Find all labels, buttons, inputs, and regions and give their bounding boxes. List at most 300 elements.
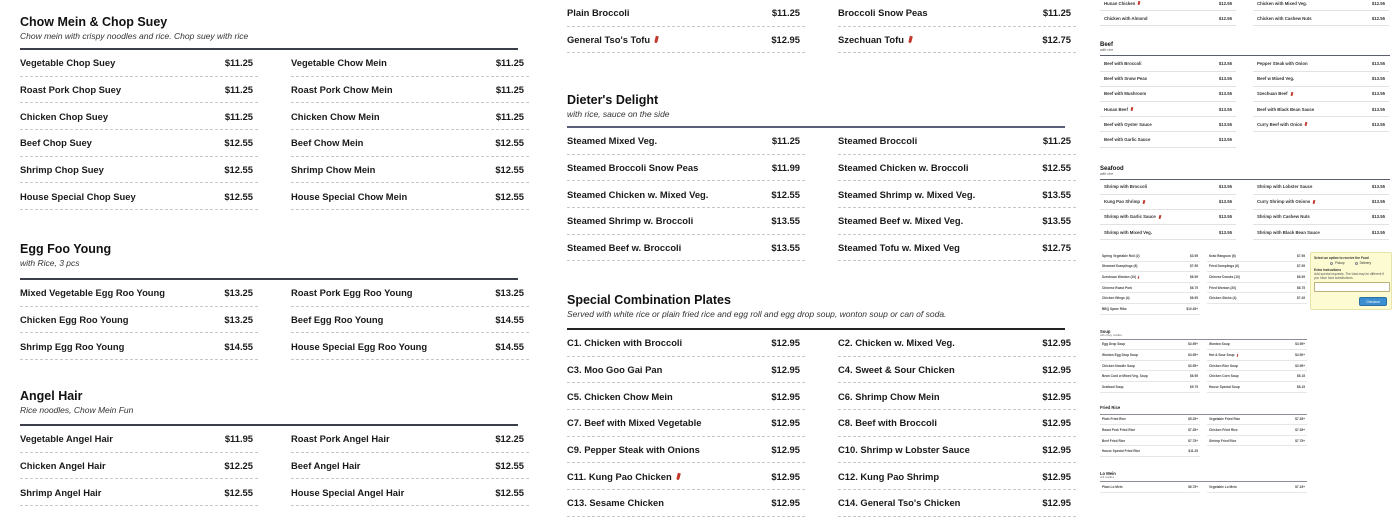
- item-price: $6.75: [1297, 285, 1305, 290]
- menu-item[interactable]: [838, 235, 1076, 262]
- item-name: Shrimp with Black Bean Sauce: [1257, 229, 1320, 235]
- section-title: Soup: [1100, 328, 1111, 334]
- section-title: Egg Foo Young: [20, 242, 112, 256]
- item-price: $13.55: [1218, 199, 1232, 205]
- tiny-section-fried-rice: [1100, 405, 1307, 457]
- item-name: House Special Angel Hair: [291, 486, 405, 498]
- menu-item[interactable]: [291, 130, 529, 157]
- menu-item[interactable]: [838, 357, 1076, 384]
- menu-item[interactable]: [567, 357, 805, 384]
- menu-item[interactable]: [1100, 482, 1200, 493]
- item-price: $12.55: [224, 486, 253, 498]
- menu-item[interactable]: [1100, 361, 1200, 372]
- menu-item[interactable]: [1100, 72, 1236, 87]
- item-name: C1. Chicken with Broccoli: [567, 337, 683, 349]
- item-name: Chicken Wings (4): [1102, 296, 1130, 301]
- item-price: $6.99: [1190, 274, 1198, 279]
- item-name: Steamed Chicken w. Mixed Veg.: [567, 188, 709, 200]
- menu-item[interactable]: [20, 426, 258, 453]
- section-description: with rice: [1100, 171, 1114, 176]
- item-name: Vegetable Chop Suey: [20, 57, 116, 69]
- item-price: $13.55: [1042, 215, 1071, 227]
- item-price: $11.25: [495, 57, 524, 69]
- menu-item[interactable]: [20, 157, 258, 184]
- item-name: [567, 34, 658, 45]
- item-name: Steamed Tofu w. Mixed Veg: [838, 242, 960, 254]
- item-name: Roast Pork Egg Roo Young: [291, 287, 413, 299]
- item-price: $13.55: [1371, 91, 1385, 97]
- menu-item[interactable]: [1207, 293, 1307, 304]
- item-price: $11.25: [224, 57, 253, 69]
- item-price: $13.55: [771, 242, 800, 254]
- item-price: $10.45+: [1186, 306, 1198, 311]
- item-label: Hunan Chicken: [1104, 0, 1136, 6]
- delivery-label: Delivery: [1359, 261, 1372, 265]
- menu-item[interactable]: [1207, 425, 1307, 436]
- item-price: $14.55: [495, 340, 524, 352]
- item-price: $11.25: [224, 110, 253, 122]
- menu-item[interactable]: [1100, 293, 1200, 304]
- menu-item[interactable]: [291, 307, 529, 334]
- menu-item[interactable]: [291, 426, 529, 453]
- item-name: [1104, 107, 1132, 112]
- item-price: $12.55: [495, 164, 524, 176]
- item-name: Beef with Broccoli: [1104, 60, 1142, 66]
- menu-item[interactable]: [567, 27, 805, 54]
- menu-item[interactable]: [1207, 371, 1307, 382]
- section-title: Dieter's Delight: [567, 93, 659, 107]
- item-price: $13.55: [1218, 60, 1232, 66]
- item-name: C7. Beef with Mixed Vegetable: [567, 417, 702, 429]
- item-price: $11.25: [771, 135, 800, 147]
- item-price: $11.25: [1042, 135, 1071, 147]
- menu-grid: [20, 426, 524, 506]
- item-price: $13.55: [1371, 60, 1385, 66]
- item-price: $12.95: [1042, 497, 1071, 509]
- item-price: $12.55: [224, 164, 253, 176]
- menu-item[interactable]: [1207, 361, 1307, 372]
- checkout-button[interactable]: Checkout: [1359, 297, 1387, 306]
- item-name: Steamed Shrimp w. Broccoli: [567, 215, 694, 227]
- menu-item[interactable]: [1207, 415, 1307, 426]
- menu-item[interactable]: [1100, 180, 1236, 195]
- menu-item[interactable]: [1253, 0, 1389, 11]
- menu-item[interactable]: [1253, 72, 1389, 87]
- menu-item[interactable]: [1100, 262, 1200, 273]
- menu-item[interactable]: [567, 181, 805, 208]
- menu-item[interactable]: [567, 128, 805, 155]
- section-title: Angel Hair: [20, 389, 83, 403]
- menu-item[interactable]: [567, 235, 805, 262]
- menu-item[interactable]: [567, 463, 805, 490]
- item-name: Krab Rangoon (6): [1209, 253, 1236, 258]
- menu-item[interactable]: [1100, 272, 1200, 283]
- item-name: Seafood Soup: [1102, 384, 1124, 389]
- item-name: Beef Angel Hair: [291, 460, 361, 472]
- menu-item[interactable]: [1207, 382, 1307, 393]
- item-name: Spring Vegetable Roll (2): [1102, 253, 1140, 258]
- menu-item[interactable]: [291, 333, 529, 360]
- menu-item[interactable]: [1100, 446, 1200, 457]
- item-price: $3.95+: [1188, 363, 1198, 368]
- instructions-hint: Add special requests. The total may be different if you have food substitutions.: [1314, 272, 1384, 280]
- item-price: $7.95: [1190, 264, 1198, 269]
- item-price: $12.55: [1371, 0, 1385, 6]
- menu-item[interactable]: [1253, 117, 1389, 132]
- menu-item[interactable]: [567, 490, 805, 517]
- instructions-input[interactable]: [1314, 282, 1390, 292]
- section-combination-plates: [567, 293, 1071, 517]
- item-price: $13.55: [1218, 76, 1232, 82]
- item-name: Beef with Oyster Sauce: [1104, 121, 1152, 127]
- menu-item[interactable]: [838, 0, 1076, 27]
- item-name: C9. Pepper Steak with Onions: [567, 444, 700, 456]
- menu-item[interactable]: [1100, 195, 1236, 210]
- mini-section-seafood: [1100, 166, 1390, 241]
- menu-item[interactable]: [291, 157, 529, 184]
- item-name: Steamed Chicken w. Broccoli: [838, 162, 969, 174]
- item-price: $12.95: [1042, 390, 1071, 402]
- item-name: BBQ Spare Ribs: [1102, 306, 1127, 311]
- menu-item[interactable]: [1253, 210, 1389, 225]
- item-price: $7.75+: [1188, 438, 1198, 443]
- section-description: Rice noodles, Chow Mein Fun: [20, 405, 134, 415]
- item-name: Steamed Shrimp w. Mixed Veg.: [838, 188, 976, 200]
- menu-item[interactable]: [1207, 340, 1307, 351]
- menu-item[interactable]: [1100, 132, 1236, 147]
- item-price: $6.95: [1190, 296, 1198, 301]
- menu-item[interactable]: [1100, 382, 1200, 393]
- menu-item[interactable]: [838, 330, 1076, 357]
- menu-item[interactable]: [1100, 11, 1236, 26]
- menu-item[interactable]: [291, 183, 529, 210]
- item-price: $12.55: [1371, 15, 1385, 21]
- menu-item[interactable]: [1253, 225, 1389, 240]
- menu-item[interactable]: [1100, 102, 1236, 117]
- menu-item[interactable]: [20, 130, 258, 157]
- item-price: $11.25: [1042, 7, 1071, 19]
- item-price: $7.95: [1297, 253, 1305, 258]
- item-label: Plain Broccoli: [567, 7, 630, 19]
- menu-item[interactable]: [1207, 251, 1307, 262]
- item-name: C14. General Tso's Chicken: [838, 497, 961, 509]
- section-chow-mein: [20, 15, 524, 210]
- item-name: [838, 7, 928, 18]
- menu-item[interactable]: [838, 490, 1076, 517]
- menu-item[interactable]: [567, 208, 805, 235]
- tiny-menu-preview: [1100, 251, 1307, 493]
- menu-item[interactable]: [20, 280, 258, 307]
- item-label: Shrimp with Garlic Sauce: [1104, 214, 1156, 220]
- item-name: Chicken Egg Roo Young: [20, 314, 129, 326]
- item-price: $7.95: [1297, 264, 1305, 269]
- item-name: Shrimp with Cashew Nuts: [1257, 214, 1310, 220]
- item-price: $11.99: [771, 162, 800, 174]
- menu-item[interactable]: [1100, 425, 1200, 436]
- item-price: $12.95: [1042, 470, 1071, 482]
- menu-item[interactable]: [1100, 350, 1200, 361]
- radio-circle-icon: [1330, 262, 1333, 265]
- item-name: Fried Dumplings (6): [1209, 264, 1239, 269]
- menu-item[interactable]: [1100, 304, 1200, 315]
- menu-item[interactable]: [1207, 272, 1307, 283]
- item-price: $12.95: [1042, 364, 1071, 376]
- menu-item[interactable]: [1253, 11, 1389, 26]
- menu-item[interactable]: [1253, 87, 1389, 102]
- item-price: $12.95: [771, 417, 800, 429]
- item-name: Beef Fried Rice: [1102, 438, 1126, 443]
- item-price: $13.55: [771, 215, 800, 227]
- item-price: $13.55: [1218, 229, 1232, 235]
- item-name: Steamed Beef w. Mixed Veg.: [838, 215, 964, 227]
- item-name: Vegetable Chow Mein: [291, 57, 387, 69]
- item-price: $13.25: [224, 287, 253, 299]
- menu-item[interactable]: [838, 437, 1076, 464]
- item-price: $7.15+: [1295, 484, 1305, 489]
- item-name: C10. Shrimp w Lobster Sauce: [838, 444, 970, 456]
- item-price: $12.55: [495, 460, 524, 472]
- menu-item[interactable]: [1100, 0, 1236, 11]
- menu-item[interactable]: [20, 77, 258, 104]
- item-price: $6.99: [1297, 274, 1305, 279]
- menu-item[interactable]: [1253, 195, 1389, 210]
- menu-item[interactable]: [838, 208, 1076, 235]
- item-name: Wonton Egg Drop Soup: [1102, 352, 1138, 357]
- spicy-chili-icon: [676, 473, 681, 481]
- spicy-chili-icon: [1138, 276, 1140, 279]
- menu-item[interactable]: [1207, 283, 1307, 294]
- item-price: $13.55: [1371, 229, 1385, 235]
- item-name: Roast Pork Chop Suey: [20, 84, 122, 96]
- item-name: House Special Fried Rice: [1102, 449, 1141, 454]
- item-price: $4.50+: [1295, 352, 1305, 357]
- section-title: Seafood: [1100, 165, 1124, 172]
- item-name: [1104, 199, 1145, 204]
- item-price: $12.55: [224, 137, 253, 149]
- item-price: $3.95+: [1188, 342, 1198, 347]
- item-price: $7.35+: [1295, 427, 1305, 432]
- menu-item[interactable]: [291, 50, 529, 77]
- mini-grid-seafood: [1100, 180, 1390, 241]
- section-title: Lo Mein: [1100, 470, 1116, 476]
- menu-item[interactable]: [838, 383, 1076, 410]
- item-price: $4.95+: [1188, 352, 1198, 357]
- delivery-option-group: [1330, 261, 1388, 265]
- item-price: $7.75+: [1295, 438, 1305, 443]
- item-name: Egg Drop Soup: [1102, 342, 1126, 347]
- item-price: $14.55: [224, 340, 253, 352]
- item-price: $13.55: [1218, 121, 1232, 127]
- item-price: $14.55: [495, 314, 524, 326]
- tiny-section-lo-mein: [1100, 471, 1307, 493]
- spicy-chili-icon: [1138, 1, 1140, 5]
- menu-item[interactable]: [1100, 340, 1200, 351]
- item-name: Steamed Broccoli Snow Peas: [567, 162, 699, 174]
- menu-item[interactable]: [291, 77, 529, 104]
- menu-item[interactable]: [1253, 56, 1389, 71]
- item-price: $13.55: [1371, 214, 1385, 220]
- menu-item[interactable]: [1207, 482, 1307, 493]
- pickup-label: Pickup: [1335, 261, 1345, 265]
- spicy-chili-icon: [1305, 122, 1307, 126]
- menu-item[interactable]: [1100, 225, 1236, 240]
- menu-item[interactable]: [291, 280, 529, 307]
- item-name: Steamed Mixed Veg.: [567, 135, 658, 147]
- item-name: Shrimp with Lobster Sauce: [1257, 184, 1313, 190]
- instructions-label: Extra Instructions: [1314, 268, 1342, 272]
- item-name: C8. Beef with Broccoli: [838, 417, 937, 429]
- item-name: Chicken Sticks (4): [1209, 296, 1237, 301]
- item-name: C13. Sesame Chicken: [567, 497, 664, 509]
- item-price: $11.25: [1188, 449, 1198, 454]
- section-description: soft noodles: [1100, 475, 1114, 479]
- item-price: $13.55: [1218, 136, 1232, 142]
- menu-item[interactable]: [838, 27, 1076, 54]
- menu-item[interactable]: [838, 128, 1076, 155]
- item-price: $13.55: [1218, 91, 1232, 97]
- menu-item[interactable]: [1207, 350, 1307, 361]
- section-dieters-delight: [567, 93, 1071, 261]
- item-name: Beef with Mushroom: [1104, 91, 1147, 97]
- menu-item[interactable]: [1100, 415, 1200, 426]
- menu-item[interactable]: [20, 183, 258, 210]
- item-name: Steamed Beef w. Broccoli: [567, 242, 682, 254]
- pickup-radio[interactable]: [1330, 261, 1345, 265]
- menu-item[interactable]: [1253, 180, 1389, 195]
- item-name: Beef with Snow Peas: [1104, 76, 1147, 82]
- menu-item[interactable]: [291, 103, 529, 130]
- item-price: $11.25: [224, 84, 253, 96]
- item-name: Chicken Rice Soup: [1209, 363, 1238, 368]
- menu-item[interactable]: [20, 307, 258, 334]
- item-price: $12.25: [224, 460, 253, 472]
- tiny-grid-appetizers: [1100, 251, 1307, 315]
- menu-item[interactable]: [838, 155, 1076, 182]
- item-price: $12.25: [495, 433, 524, 445]
- item-label: Hot & Sour Soup: [1209, 352, 1235, 357]
- menu-item[interactable]: [20, 333, 258, 360]
- item-name: Chicken Corn Soup: [1209, 374, 1239, 379]
- menu-item[interactable]: [1100, 117, 1236, 132]
- mini-grid-chicken: [1100, 0, 1390, 26]
- item-name: Shrimp Chop Suey: [20, 164, 104, 176]
- item-label: Szechuan Wonton (10): [1102, 274, 1137, 279]
- item-name: Roast Pork Chow Mein: [291, 84, 393, 96]
- item-name: Vegetable Angel Hair: [20, 433, 113, 445]
- menu-item[interactable]: [838, 410, 1076, 437]
- item-name: Vegetable Fried Rice: [1209, 417, 1241, 422]
- item-name: Chicken Angel Hair: [20, 460, 106, 472]
- item-price: $6.75: [1190, 285, 1198, 290]
- item-price: $12.55: [495, 137, 524, 149]
- menu-item[interactable]: [20, 453, 258, 480]
- menu-item[interactable]: [1253, 102, 1389, 117]
- menu-item[interactable]: [838, 181, 1076, 208]
- item-price: $13.55: [1218, 184, 1232, 190]
- item-name: Beef w Mixed Veg.: [1257, 76, 1295, 82]
- menu-grid: [567, 128, 1071, 261]
- tiny-section-soup: [1100, 329, 1307, 393]
- item-name: Mixed Vegetable Egg Roo Young: [20, 287, 165, 299]
- item-price: $12.55: [495, 190, 524, 202]
- menu-item[interactable]: [838, 463, 1076, 490]
- item-price: $12.95: [771, 364, 800, 376]
- menu-item[interactable]: [1100, 210, 1236, 225]
- item-price: $12.95: [771, 390, 800, 402]
- menu-item[interactable]: [20, 50, 258, 77]
- menu-item[interactable]: [567, 155, 805, 182]
- item-name: Chicken with Mixed Veg.: [1257, 0, 1307, 6]
- item-name: Beef with Garlic Sauce: [1104, 136, 1151, 142]
- menu-item[interactable]: [1207, 262, 1307, 273]
- item-name: C6. Shrimp Chow Mein: [838, 390, 940, 402]
- menu-item[interactable]: [567, 383, 805, 410]
- item-name: C4. Sweet & Sour Chicken: [838, 364, 955, 376]
- item-name: [1257, 199, 1315, 204]
- section-vegetable-tail: [567, 0, 1071, 53]
- item-price: $12.55: [495, 486, 524, 498]
- spicy-chili-icon: [1130, 107, 1132, 111]
- menu-item[interactable]: [1100, 371, 1200, 382]
- item-price: $12.95: [1042, 417, 1071, 429]
- item-label: Kung Pao Shrimp: [1104, 199, 1141, 205]
- item-price: $12.55: [224, 190, 253, 202]
- item-name: Beef Chop Suey: [20, 137, 92, 149]
- item-price: $13.55: [1218, 214, 1232, 220]
- item-price: $12.55: [1042, 162, 1071, 174]
- section-description: with crispy noodles: [1100, 333, 1122, 337]
- menu-item[interactable]: [1100, 436, 1200, 447]
- item-name: House Special Egg Roo Young: [291, 340, 428, 352]
- item-price: $13.55: [1371, 199, 1385, 205]
- item-price: $12.55: [1218, 15, 1232, 21]
- item-name: [567, 7, 630, 18]
- section-title: Special Combination Plates: [567, 293, 731, 307]
- section-description: Chow mein with crispy noodles and rice. Chop suey with rice: [20, 31, 249, 41]
- menu-item[interactable]: [567, 437, 805, 464]
- item-name: Beef with Black Bean Sauce: [1257, 106, 1315, 112]
- item-price: $11.25: [495, 110, 524, 122]
- item-name: Shrimp with Mixed Veg.: [1104, 229, 1152, 235]
- menu-item[interactable]: [1207, 436, 1307, 447]
- menu-item[interactable]: [1100, 283, 1200, 294]
- section-description: Served with white rice or plain fried rice and egg roll and egg drop soup, wonton soup or can of soda.: [567, 309, 947, 319]
- item-price: $13.55: [1042, 188, 1071, 200]
- delivery-radio[interactable]: [1355, 261, 1372, 265]
- tiny-grid-soup: [1100, 340, 1307, 393]
- section-title: Chow Mein & Chop Suey: [20, 15, 168, 29]
- menu-item[interactable]: [1100, 56, 1236, 71]
- menu-item[interactable]: [20, 103, 258, 130]
- item-name: Steamed Broccoli: [838, 135, 918, 147]
- item-price: $3.95+: [1295, 342, 1305, 347]
- menu-item[interactable]: [20, 479, 258, 506]
- menu-item[interactable]: [291, 479, 529, 506]
- menu-item[interactable]: [1100, 87, 1236, 102]
- menu-item[interactable]: [567, 330, 805, 357]
- item-price: $13.25: [495, 287, 524, 299]
- item-price: $12.95: [771, 470, 800, 482]
- tiny-grid-fried-rice: [1100, 415, 1307, 457]
- menu-item[interactable]: [567, 410, 805, 437]
- menu-item[interactable]: [567, 0, 805, 27]
- menu-item[interactable]: [1100, 251, 1200, 262]
- radio-circle-icon: [1355, 262, 1358, 265]
- item-name: [838, 34, 912, 45]
- item-price: $13.55: [1218, 106, 1232, 112]
- menu-item[interactable]: [291, 453, 529, 480]
- item-name: C5. Chicken Chow Mein: [567, 390, 673, 402]
